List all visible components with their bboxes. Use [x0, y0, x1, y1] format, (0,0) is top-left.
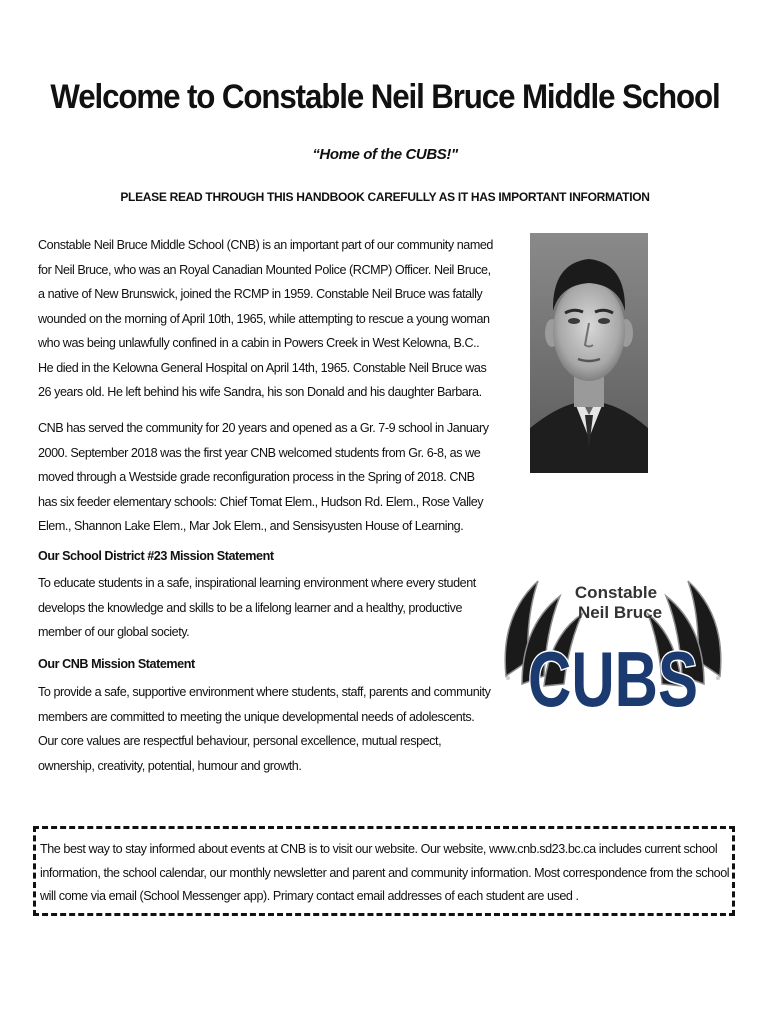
cubs-logo [498, 566, 728, 742]
logo-line-2: Neil Bruce [577, 603, 663, 622]
logo-line-1: Constable [574, 583, 658, 602]
page-title: Welcome to Constable Neil Bruce Middle School [50, 78, 720, 116]
district-mission-text: To educate students in a safe, inspirational learning environment where every student develops the knowledge and skills to be a lifelong learner and a healthy, productive member of our global society. [38, 576, 476, 639]
cnb-mission-text: To provide a safe, supportive environment where students, staff, parents and community members are committed to meeting the unique developmental needs of adolescents. Our core values are respectful behaviour, personal excellence, mutual respect, ownership, creativity, potential, humour and growth. [38, 685, 491, 773]
important-notice: PLEASE READ THROUGH THIS HANDBOOK CAREFULLY AS IT HAS IMPORTANT INFORMATION [120, 190, 650, 204]
intro-paragraph: Constable Neil Bruce Middle School (CNB) is an important part of our community named for Neil Bruce, who was an Royal Canadian Mounted Police (RCMP) Officer. Neil Bruce, a native of New Brunswick, joined the RCMP in 1959. Constable Neil Bruce was fatally wounded on the morning of April 10th, 1965, while attempting to rescue a young woman who was being unlawfully confined in a cabin in Powers Creek in West Kelowna, B.C.. He died in the Kelowna General Hospital on April 14th, 1965. Constable Neil Bruce was 26 years old. He left behind his wife Sandra, his son Donald and his daughter Barbara. [38, 238, 493, 399]
cnb-mission-heading: Our CNB Mission Statement [38, 657, 195, 671]
info-box-text: The best way to stay informed about events at CNB is to visit our website. Our website, www.cnb.sd23.bc.ca includes current school information, the school calendar, our monthly newsletter and parent and community information. Most correspondence from the school will come via email (School Messenger app). Primary contact email addresses of each student are used . [40, 842, 730, 903]
history-paragraph: CNB has served the community for 20 years and opened as a Gr. 7-9 school in January 2000. September 2018 was the first year CNB welcomed students from Gr. 6-8, as we moved through a Westside grade reconfiguration process in the Spring of 2018. CNB has six feeder elementary schools: Chief Tomat Elem., Hudson Rd. Elem., Rose Valley Elem., Shannon Lake Elem., Mar Jok Elem., and Sensisyusten House of Learning. [38, 421, 489, 533]
logo-word: CUBS [528, 635, 698, 723]
tagline: “Home of the CUBS!" [312, 146, 458, 163]
district-mission-heading: Our School District #23 Mission Statement [38, 549, 274, 563]
portrait-photo [530, 233, 648, 473]
